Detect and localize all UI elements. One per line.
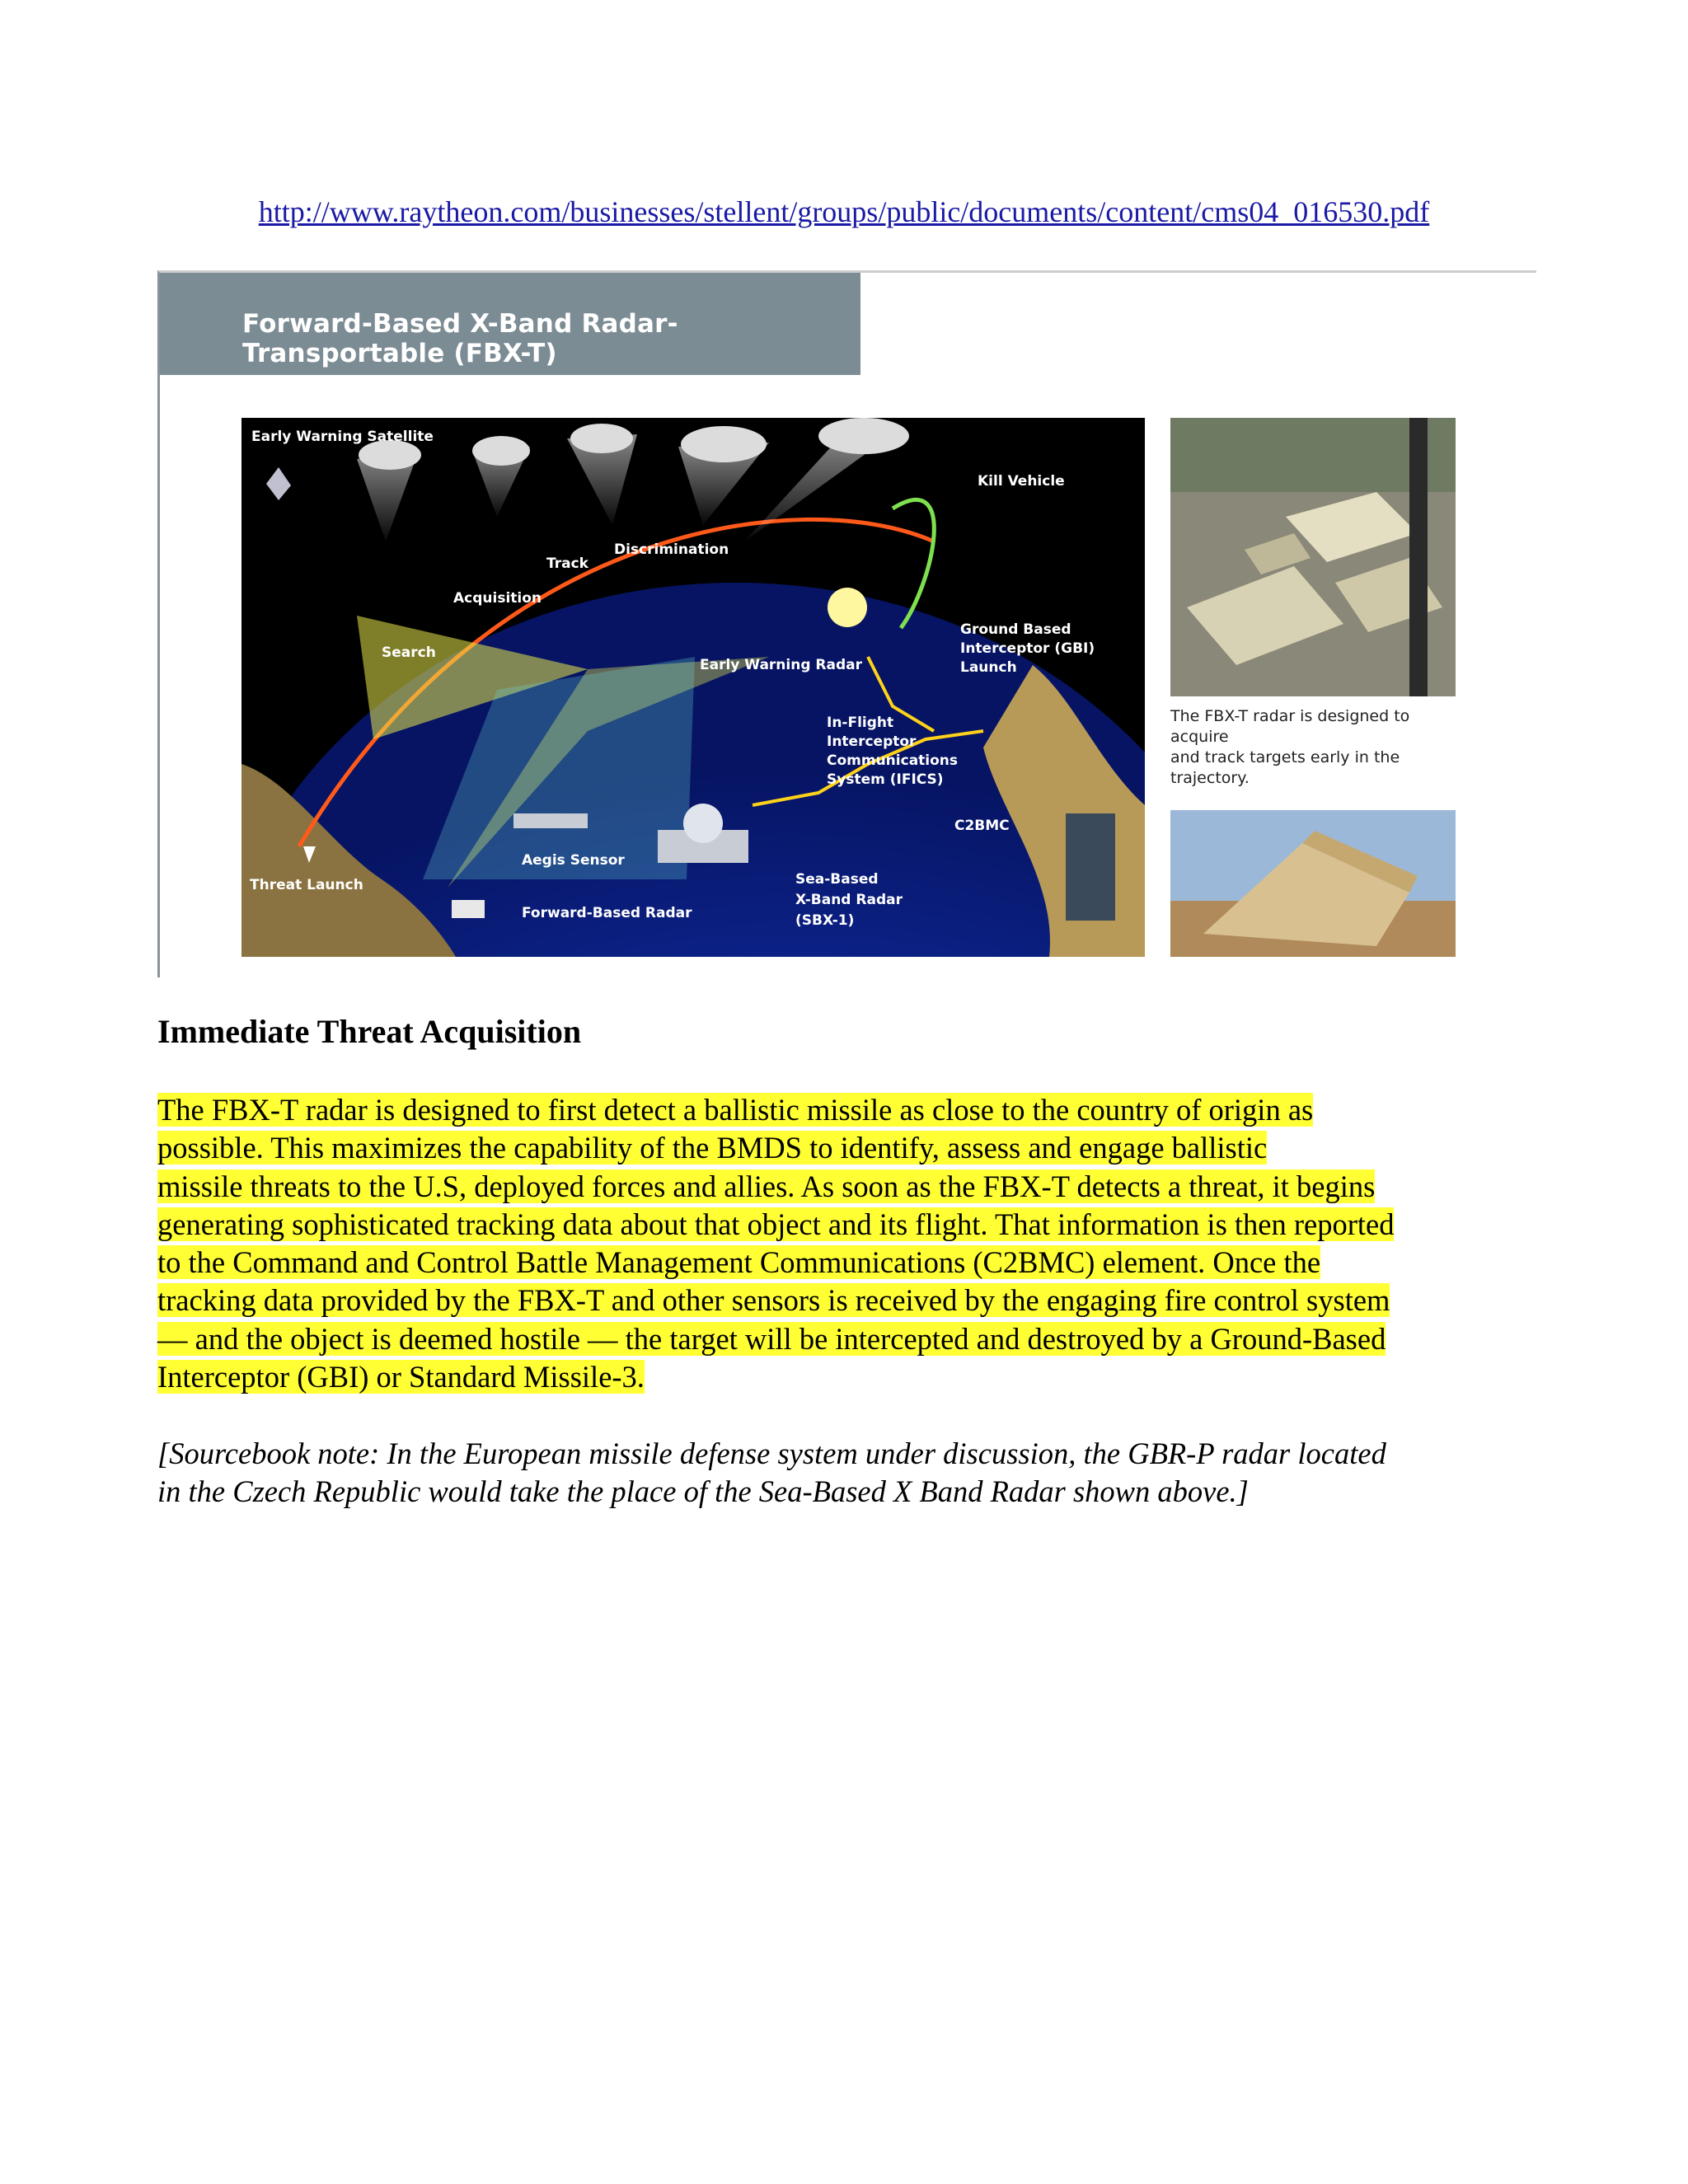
label-gbi-line2: Interceptor (GBI) (960, 640, 1095, 657)
sensor-disc-5 (818, 418, 909, 454)
sourcebook-note (157, 1435, 1559, 1511)
paragraph-line-8: Interceptor (GBI) or Standard Missile-3. (157, 1360, 645, 1394)
fbx-t-photo-bottom (1170, 810, 1456, 957)
paragraph-line-3: missile threats to the U.S, deployed forces and allies. As soon as the FBX-T detects a threat, it begins (157, 1169, 1376, 1203)
paragraph-line-2: possible. This maximizes the capability of the BMDS to identify, assess and engage ballistic (157, 1131, 1268, 1165)
figure-title: Forward-Based X-Band Radar-Transportable (FBX-T) (242, 309, 678, 368)
fbx-t-photo-top (1170, 418, 1456, 696)
label-ific-line2: Interceptor (827, 733, 917, 750)
label-c2bmc: C2BMC (954, 818, 1010, 834)
label-sbx-line2: X-Band Radar (795, 892, 903, 908)
label-early-warning-satellite: Early Warning Satellite (251, 429, 434, 445)
intercept-flash (828, 588, 867, 627)
label-sbx-line3: (SBX-1) (795, 912, 855, 929)
paragraph-line-7: — and the object is deemed hostile — the target will be intercepted and destroyed by a Ground-Based (157, 1321, 1386, 1356)
paragraph-line-5: to the Command and Control Battle Management Communications (C2BMC) element. Once the (157, 1245, 1321, 1280)
label-forward-based-radar: Forward-Based Radar (522, 905, 692, 921)
label-discrimination: Discrimination (614, 541, 729, 558)
bmds-diagram (241, 418, 1145, 957)
bmds-diagram-svg (241, 418, 1145, 957)
label-gbi-line1: Ground Based (960, 621, 1071, 638)
caption-line-2: and track targets early in the trajectory. (1170, 748, 1400, 787)
paragraph-line-1: The FBX-T radar is designed to first detect a ballistic missile as close to the country of origin as (157, 1093, 1314, 1127)
fbr-truck (452, 900, 485, 918)
label-acquisition: Acquisition (453, 590, 542, 607)
label-ific-line1: In-Flight (827, 715, 894, 731)
label-ific-line4: System (IFICS) (827, 771, 944, 788)
c2bmc-photos (1066, 813, 1115, 921)
aegis-ship (513, 813, 588, 828)
paragraph-line-6: tracking data provided by the FBX-T and other sensors is received by the engaging fire control system (157, 1283, 1390, 1318)
section-heading: Immediate Threat Acquisition (157, 1013, 582, 1050)
body-paragraph (157, 1091, 1559, 1396)
label-kill-vehicle: Kill Vehicle (978, 473, 1065, 490)
figure-caption (1170, 706, 1459, 789)
label-search: Search (382, 644, 436, 661)
source-url-link[interactable]: http://www.raytheon.com/businesses/stellent/groups/public/documents/content/cms04_016530.pdf (258, 195, 1430, 228)
label-aegis-sensor: Aegis Sensor (522, 852, 625, 869)
sbx-radome (683, 804, 723, 843)
label-sbx-line1: Sea-Based (795, 871, 879, 888)
label-track: Track (546, 555, 588, 572)
sensor-disc-4 (681, 426, 767, 462)
label-early-warning-radar: Early Warning Radar (700, 657, 863, 673)
caption-line-1: The FBX-T radar is designed to acquire (1170, 707, 1410, 746)
sensor-disc-2 (472, 436, 530, 466)
label-threat-launch: Threat Launch (250, 877, 363, 893)
sensor-disc-3 (570, 424, 633, 453)
note-line-2: in the Czech Republic would take the place of the Sea-Based X Band Radar shown above.] (157, 1474, 1249, 1509)
paragraph-line-4: generating sophisticated tracking data about that object and its flight. That information is then reported (157, 1207, 1395, 1241)
note-line-1: [Sourcebook note: In the European missile defense system under discussion, the GBR-P radar located (157, 1436, 1386, 1470)
label-ific-line3: Communications (827, 752, 959, 769)
figure-title-band (160, 273, 860, 375)
label-gbi-line3: Launch (960, 659, 1017, 676)
